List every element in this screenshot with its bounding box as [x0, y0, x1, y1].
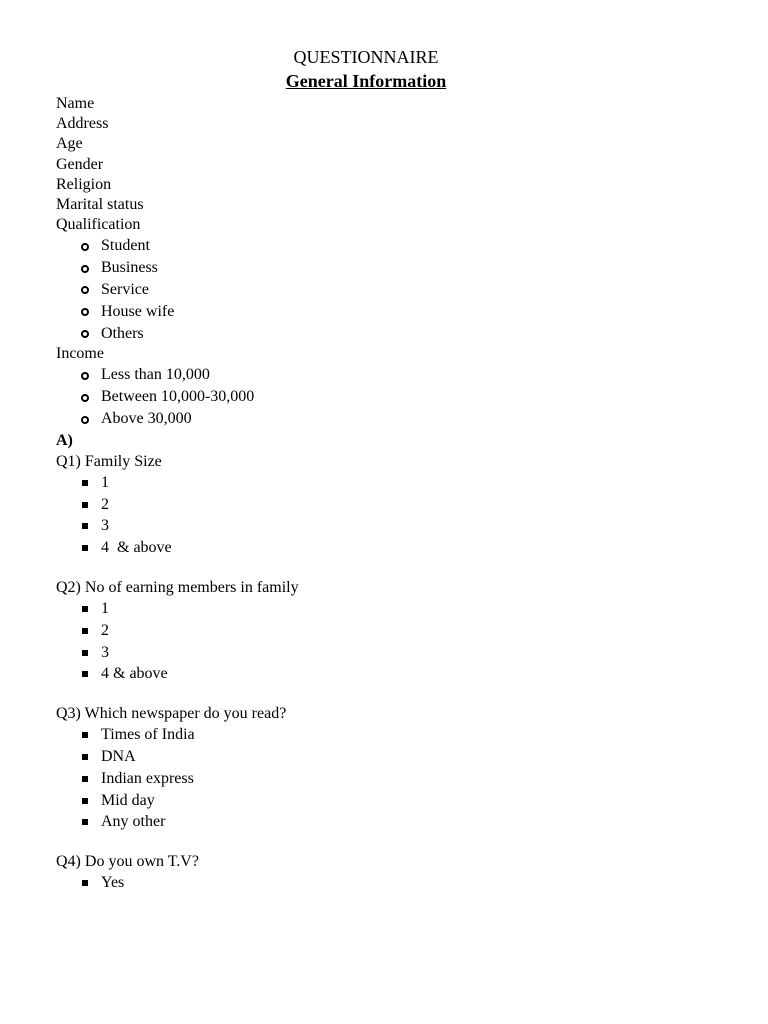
qualification-label: Qualification [56, 216, 141, 234]
option-label: Service [101, 280, 149, 298]
field-religion: Religion [56, 175, 112, 193]
qualification-option [56, 301, 716, 323]
option-label: Student [101, 237, 150, 255]
circle-bullet-icon [81, 308, 89, 316]
income-option [56, 386, 716, 408]
spacer [56, 685, 716, 703]
qualification-option [56, 257, 716, 279]
option-label: Less than 10,000 [101, 366, 210, 384]
square-bullet-icon [82, 671, 88, 677]
square-bullet-icon [82, 819, 88, 825]
question-text: Q1) Family Size [56, 452, 162, 470]
answer-option [56, 515, 716, 537]
option-label: House wife [101, 302, 175, 320]
document-title: QUESTIONNAIRE [293, 47, 439, 67]
option-label: Others [101, 324, 144, 342]
option-label: Any other [101, 813, 166, 831]
option-label: Times of India [101, 726, 195, 744]
square-bullet-icon [82, 798, 88, 804]
question-text: Q2) No of earning members in family [56, 579, 299, 597]
circle-bullet-icon [81, 394, 89, 402]
square-bullet-icon [82, 776, 88, 782]
option-label: 1 [101, 473, 109, 491]
option-label: 2 [101, 621, 109, 639]
option-label: Between 10,000-30,000 [101, 388, 255, 406]
option-label: Mid day [101, 791, 155, 809]
option-label: Business [101, 259, 158, 277]
option-label: 1 [101, 600, 109, 618]
document-subtitle-wrap [56, 69, 676, 93]
question-q2 [56, 577, 716, 685]
answer-option [56, 598, 716, 620]
option-label: 3 [101, 517, 109, 535]
answer-option [56, 663, 716, 685]
qualification-section [56, 215, 716, 344]
answer-option [56, 724, 716, 746]
answer-option [56, 768, 716, 790]
qualification-option [56, 323, 716, 345]
spacer [56, 833, 716, 851]
square-bullet-icon [82, 606, 88, 612]
circle-bullet-icon [81, 286, 89, 294]
income-option [56, 408, 716, 430]
option-label: Yes [101, 874, 125, 892]
field-name: Name [56, 95, 95, 112]
square-bullet-icon [82, 880, 88, 886]
square-bullet-icon [82, 754, 88, 760]
answer-option [56, 494, 716, 516]
field-age: Age [56, 135, 83, 153]
option-label: Above 30,000 [101, 410, 192, 428]
income-option [56, 364, 716, 386]
question-q3 [56, 703, 716, 833]
square-bullet-icon [82, 732, 88, 738]
qualification-option [56, 279, 716, 301]
square-bullet-icon [82, 650, 88, 656]
circle-bullet-icon [81, 416, 89, 424]
option-label: 2 [101, 495, 109, 513]
answer-option [56, 790, 716, 812]
circle-bullet-icon [81, 243, 89, 251]
questionnaire-page [56, 45, 716, 894]
answer-option [56, 642, 716, 664]
field-gender: Gender [56, 155, 104, 173]
circle-bullet-icon [81, 372, 89, 380]
circle-bullet-icon [81, 330, 89, 338]
answer-option [56, 472, 716, 494]
option-label: DNA [101, 748, 136, 766]
income-label: Income [56, 345, 104, 363]
general-fields [56, 94, 716, 215]
answer-option [56, 746, 716, 768]
square-bullet-icon [82, 523, 88, 529]
circle-bullet-icon [81, 265, 89, 273]
square-bullet-icon [82, 502, 88, 508]
square-bullet-icon [82, 480, 88, 486]
document-subtitle: General Information [285, 71, 447, 91]
answer-option [56, 537, 716, 559]
question-q1 [56, 451, 716, 559]
section-label: A) [56, 431, 73, 449]
question-q4 [56, 851, 716, 894]
field-address: Address [56, 115, 109, 133]
answer-option [56, 872, 716, 894]
question-text: Q4) Do you own T.V? [56, 853, 199, 871]
option-label: Indian express [101, 769, 194, 787]
option-label: 4 & above [101, 665, 168, 683]
question-text: Q3) Which newspaper do you read? [56, 705, 287, 723]
square-bullet-icon [82, 545, 88, 551]
square-bullet-icon [82, 628, 88, 634]
income-section [56, 344, 716, 430]
answer-option [56, 620, 716, 642]
qualification-option [56, 235, 716, 257]
field-marital-status: Marital status [56, 195, 144, 213]
answer-option [56, 811, 716, 833]
option-label: 3 [101, 643, 109, 661]
spacer [56, 559, 716, 577]
option-label: 4 & above [101, 539, 172, 557]
